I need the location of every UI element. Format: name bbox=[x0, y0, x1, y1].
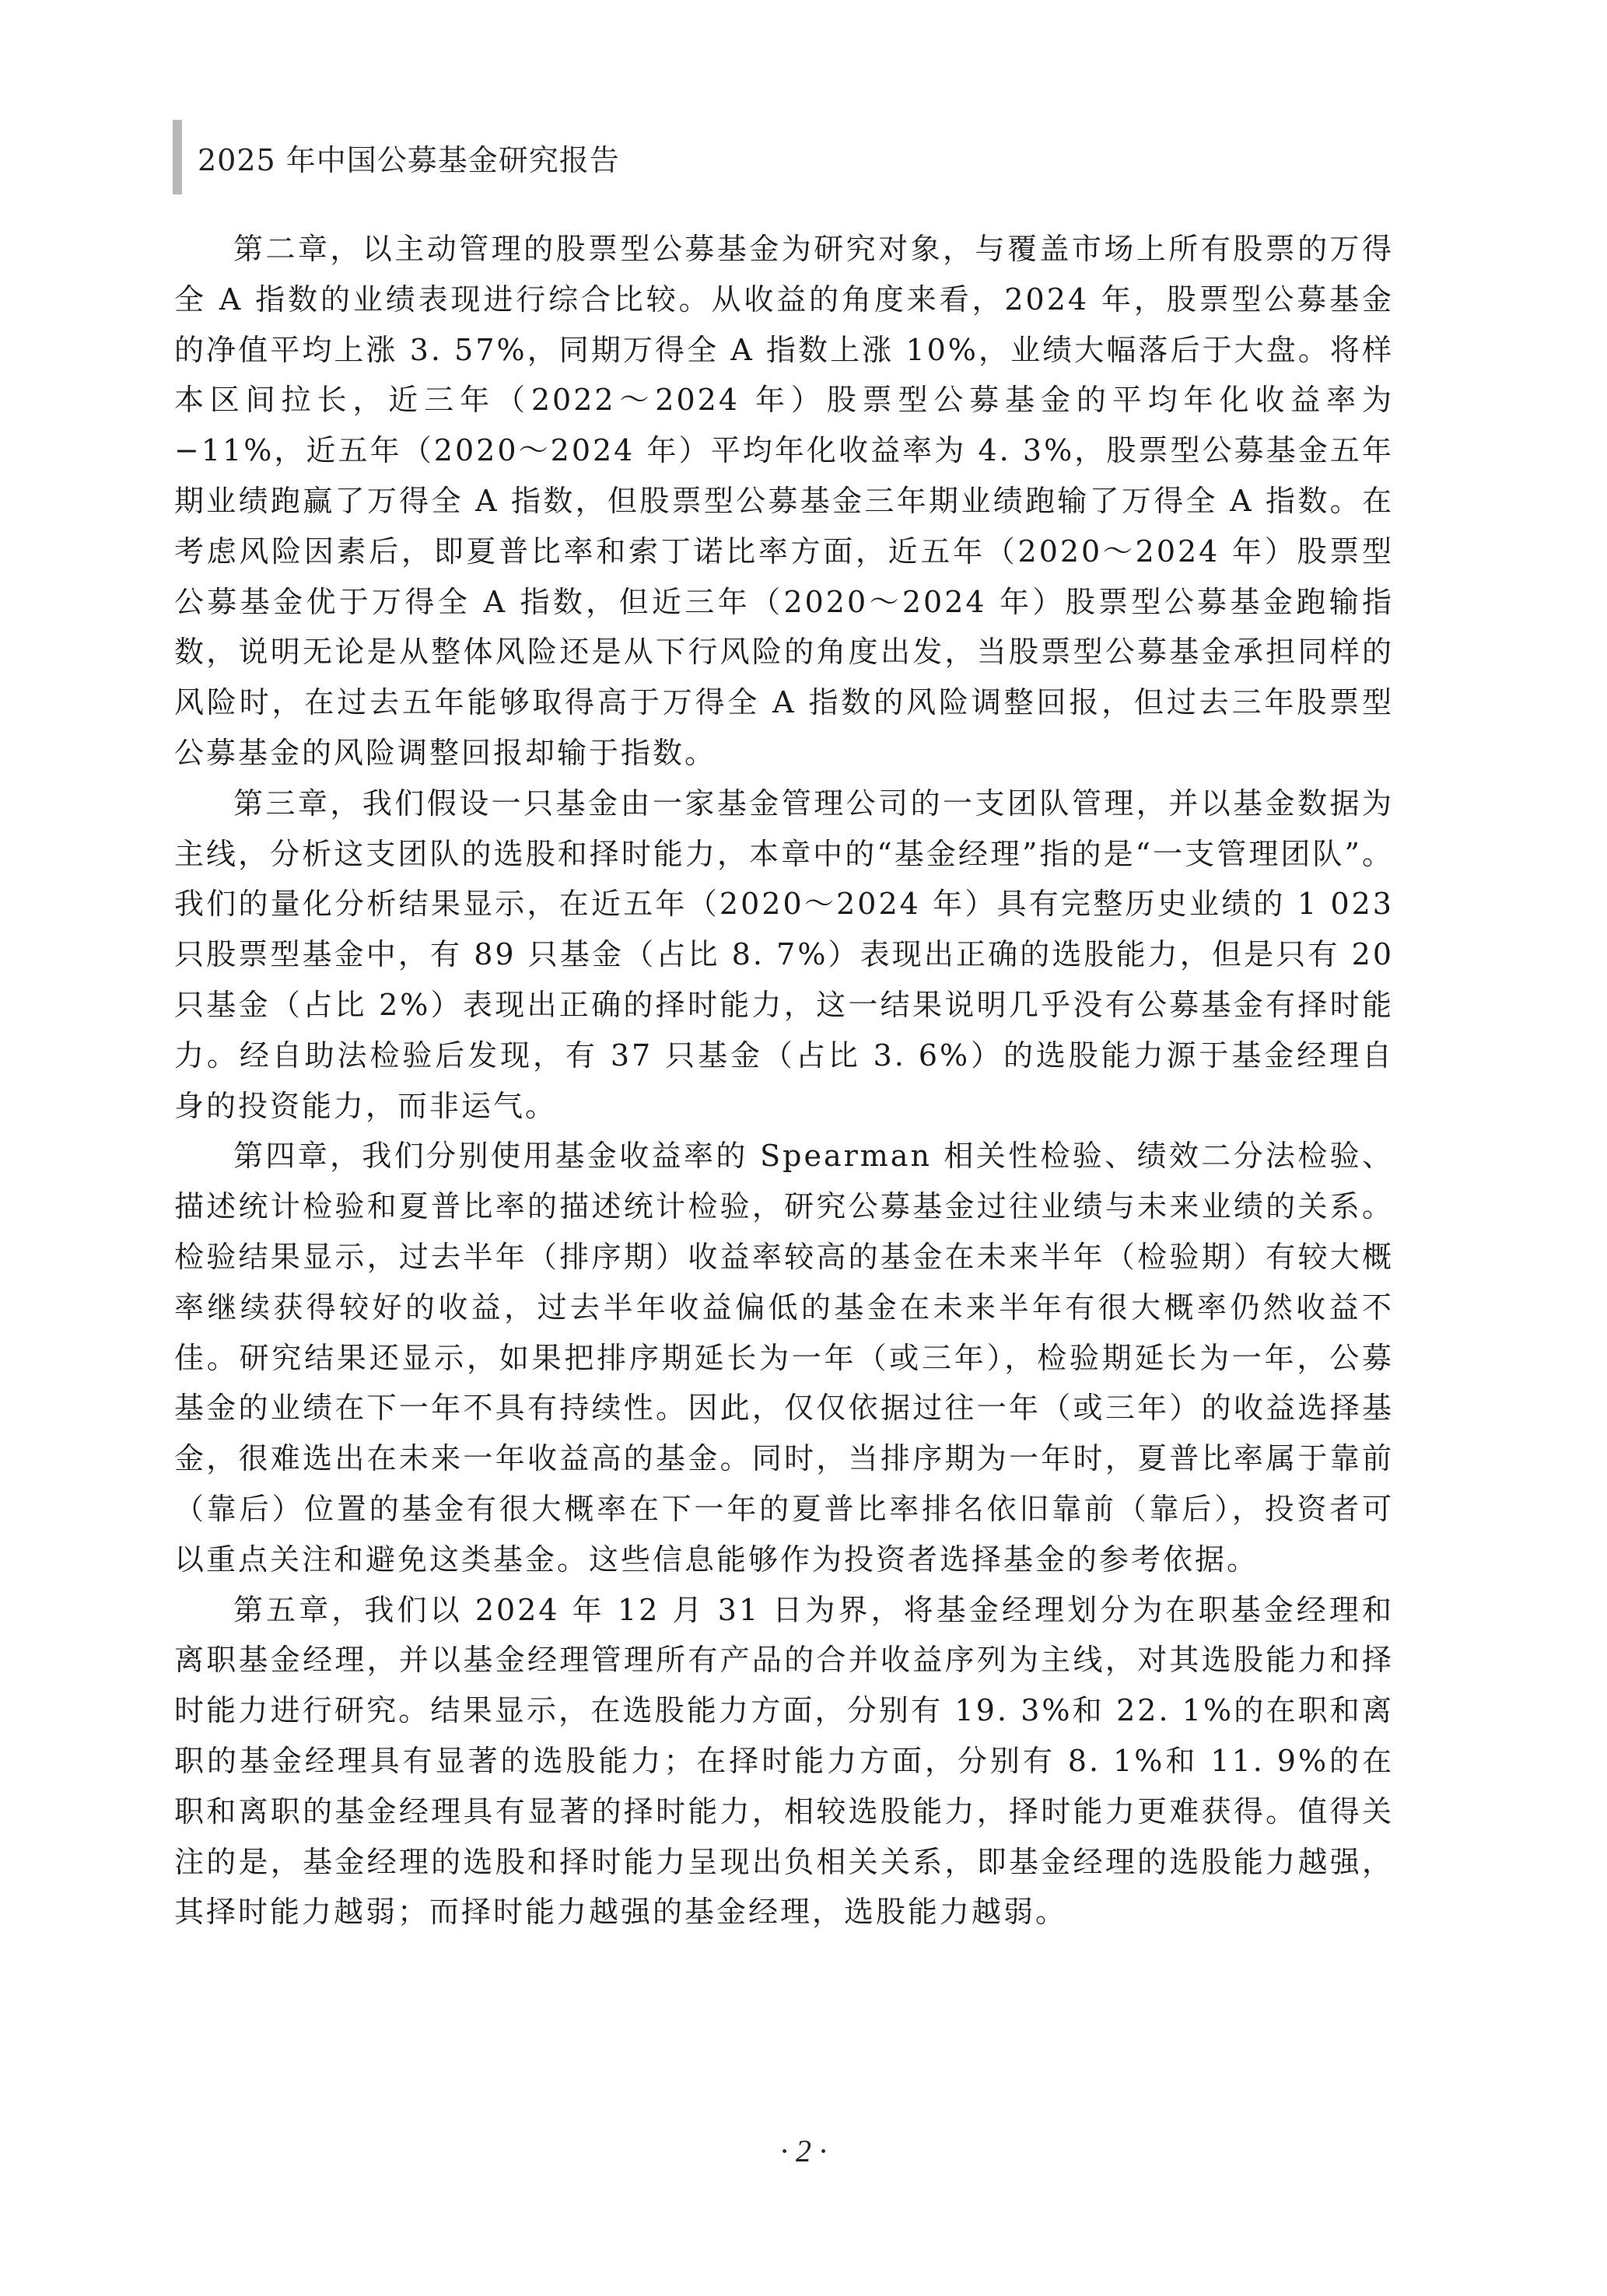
paragraph-chapter-2: 第二章，以主动管理的股票型公募基金为研究对象，与覆盖市场上所有股票的万得全 A 指数的业绩表现进行综合比较。从收益的角度来看，2024 年，股票型公募基金的净值平均上涨 3. 57%，同期万得全 A 指数上涨 10%，业绩大幅落后于大盘。将样本区间拉长，近三年（2022～2024 年）股票型公募基金的平均年化收益率为−11%，近五年（2020～2024 年）平均年化收益率为 4. 3%，股票型公募基金五年期业绩跑赢了万得全 A 指数，但股票型公募基金三年期业绩跑输了万得全 A 指数。在考虑风险因素后，即夏普比率和索丁诺比率方面，近五年（2020～2024 年）股票型公募基金优于万得全 A 指数，但近三年（2020～2024 年）股票型公募基金跑输指数，说明无论是从整体风险还是从下行风险的角度出发，当股票型公募基金承担同样的风险时，在过去五年能够取得高于万得全 A 指数的风险调整回报，但过去三年股票型公募基金的风险调整回报却输于指数。 bbox=[174, 232, 1394, 770]
paragraph-chapter-3: 第三章，我们假设一只基金由一家基金管理公司的一支团队管理，并以基金数据为主线，分析这支团队的选股和择时能力，本章中的“基金经理”指的是“一支管理团队”。我们的量化分析结果显示，在近五年（2020～2024 年）具有完整历史业绩的 1 023 只股票型基金中，有 89 只基金（占比 8. 7%）表现出正确的选股能力，但是只有 20 只基金（占比 2%）表现出正确的择时能力，这一结果说明几乎没有公募基金有择时能力。经自助法检验后发现，有 37 只基金（占比 3. 6%）的选股能力源于基金经理自身的投资能力，而非运气。 bbox=[174, 786, 1394, 1123]
header-accent-bar bbox=[173, 120, 182, 194]
paragraph-chapter-4: 第四章，我们分别使用基金收益率的 Spearman 相关性检验、绩效二分法检验、描述统计检验和夏普比率的描述统计检验，研究公募基金过往业绩与未来业绩的关系。检验结果显示，过去半年（排序期）收益率较高的基金在未来半年（检验期）有较大概率继续获得较好的收益，过去半年收益偏低的基金在未来半年有很大概率仍然收益不佳。研究结果还显示，如果把排序期延长为一年（或三年），检验期延长为一年，公募基金的业绩在下一年不具有持续性。因此，仅仅依据过往一年（或三年）的收益选择基金，很难选出在未来一年收益高的基金。同时，当排序期为一年时，夏普比率属于靠前（靠后）位置的基金有很大概率在下一年的夏普比率排名依旧靠前（靠后），投资者可以重点关注和避免这类基金。这些信息能够作为投资者选择基金的参考依据。 bbox=[174, 1139, 1394, 1577]
paragraph-chapter-5: 第五章，我们以 2024 年 12 月 31 日为界，将基金经理划分为在职基金经理和离职基金经理，并以基金经理管理所有产品的合并收益序列为主线，对其选股能力和择时能力进行研究。结果显示，在选股能力方面，分别有 19. 3%和 22. 1%的在职和离职的基金经理具有显著的选股能力；在择时能力方面，分别有 8. 1%和 11. 9%的在职和离职的基金经理具有显著的择时能力，相较选股能力，择时能力更难获得。值得关注的是，基金经理的选股和择时能力呈现出负相关关系，即基金经理的选股能力越强，其择时能力越弱；而择时能力越强的基金经理，选股能力越弱。 bbox=[174, 1592, 1394, 1930]
header-title: 2025 年中国公募基金研究报告 bbox=[198, 142, 620, 177]
running-header bbox=[173, 120, 620, 194]
body-text bbox=[174, 224, 1394, 1937]
page-number: · 2 · bbox=[780, 2133, 827, 2168]
